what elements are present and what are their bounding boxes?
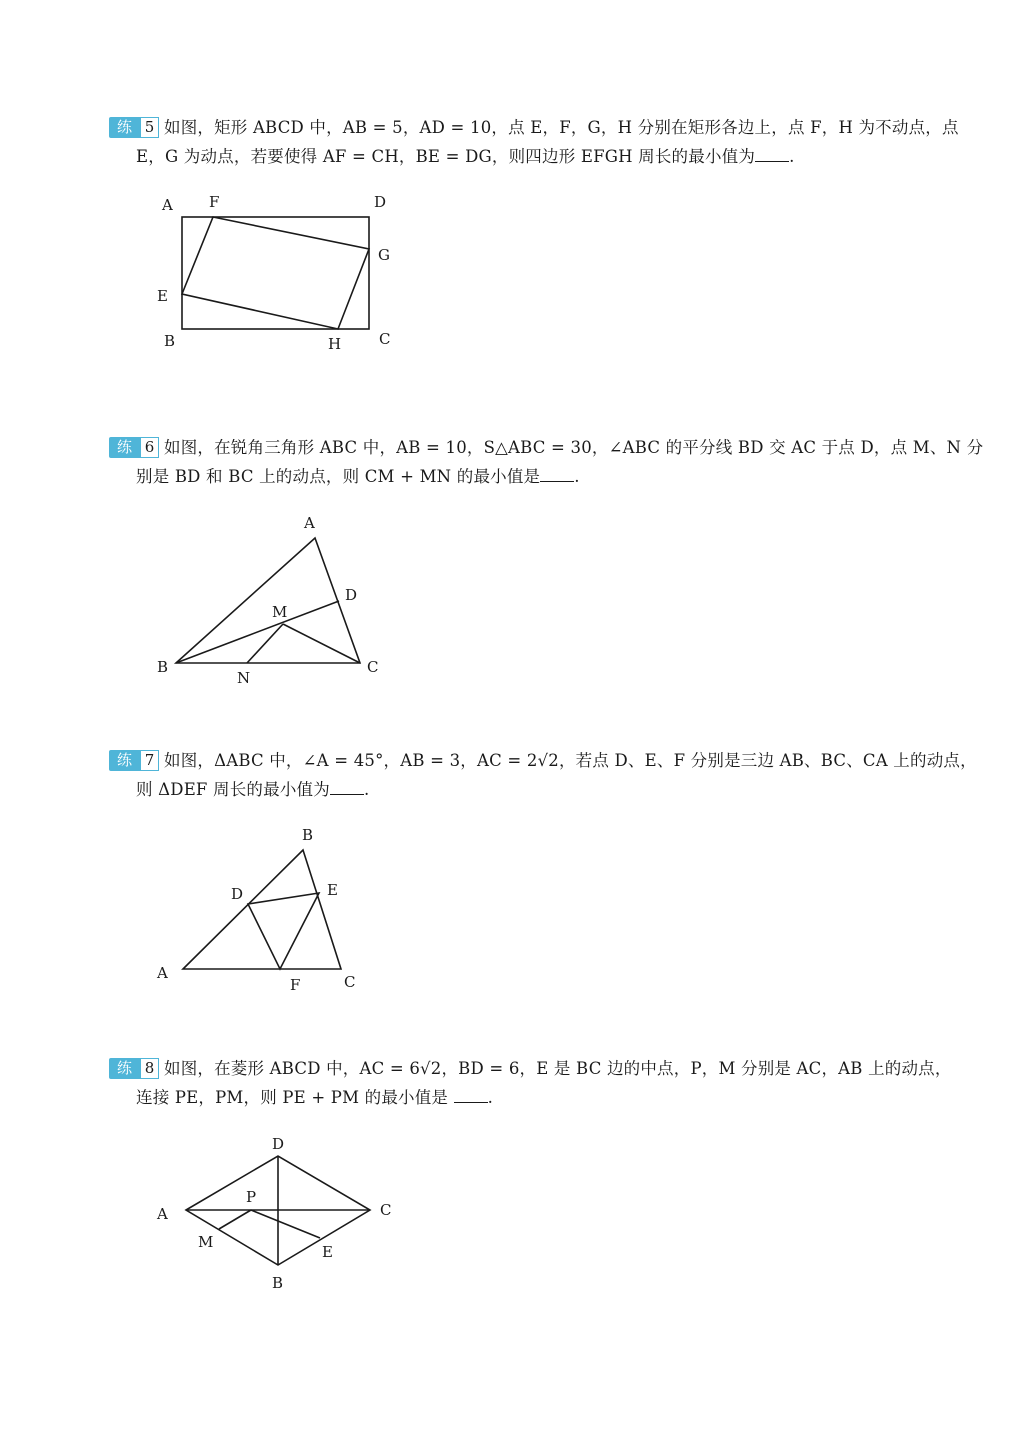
tag-label: 练 (109, 1058, 140, 1079)
tag-label: 练 (109, 437, 140, 458)
answer-blank (755, 145, 789, 162)
answer-blank (330, 778, 364, 795)
triangle-abc (176, 538, 360, 663)
label-d: D (231, 885, 244, 903)
label-b: B (272, 1274, 284, 1292)
label-b: B (164, 332, 176, 350)
period: . (487, 1088, 494, 1107)
label-b: B (302, 826, 314, 844)
figure-rhombus (150, 1130, 400, 1295)
figure-triangle-abc (150, 510, 390, 690)
problem-text-line-2 (136, 465, 580, 488)
problem-text: 则 ΔDEF 周长的最小值为 (136, 780, 330, 799)
figure-rectangle (150, 190, 410, 360)
rectangle-abcd (182, 217, 369, 329)
answer-blank (454, 1086, 488, 1103)
label-c: C (380, 1201, 392, 1219)
problem-text-line-1: 如图，在锐角三角形 ABC 中，AB = 10，S△ABC = 30，∠ABC 的平分线 BD 交 AC 于点 D，点 M、N 分 (164, 438, 984, 457)
label-a: A (162, 196, 173, 214)
label-c: C (344, 973, 356, 991)
problem-tag (109, 117, 159, 138)
label-f: F (209, 193, 220, 211)
problem-tag (109, 750, 159, 771)
label-d: D (374, 193, 387, 211)
triangle-def (248, 893, 319, 969)
label-c: C (379, 330, 391, 348)
label-m: M (198, 1233, 214, 1251)
problem-text: E，G 为动点，若要使得 AF = CH，BE = DG，则四边形 EFGH 周长的最小值为 (136, 147, 756, 166)
label-b: B (157, 658, 169, 676)
tag-label: 练 (109, 117, 140, 138)
problem-text-line-1: 如图，ΔABC 中，∠A = 45°，AB = 3，AC = 2√2，若点 D、E、F 分别是三边 AB、BC、CA 上的动点， (164, 751, 977, 770)
label-p: P (246, 1188, 257, 1206)
problem-text: 连接 PE，PM，则 PE + PM 的最小值是 (136, 1088, 454, 1107)
label-d: D (345, 586, 358, 604)
label-h: H (328, 335, 342, 353)
period: . (789, 147, 795, 166)
period: . (574, 467, 580, 486)
period: . (363, 780, 370, 799)
label-a: A (304, 514, 315, 532)
tag-number: 5 (140, 117, 159, 138)
label-a: A (157, 1205, 168, 1223)
label-m: M (272, 603, 288, 621)
tag-label: 练 (109, 750, 140, 771)
answer-blank (540, 465, 574, 482)
tag-number: 7 (140, 750, 159, 771)
problem-tag (109, 437, 159, 458)
segment-mp (219, 1210, 251, 1229)
problem-tag (109, 1058, 159, 1079)
label-f: F (290, 976, 301, 994)
label-a: A (157, 964, 168, 982)
problem-text-line-2 (136, 778, 369, 801)
bisector-bd (176, 601, 339, 663)
problem-text-line-2 (136, 1086, 493, 1109)
figure-triangle-def (150, 825, 390, 995)
label-e: E (327, 881, 338, 899)
problem-text-line-1: 如图，矩形 ABCD 中，AB = 5，AD = 10，点 E，F，G，H 分别在矩形各边上，点 F，H 为不动点，点 (164, 118, 959, 137)
label-d: D (272, 1135, 285, 1153)
tag-number: 6 (140, 437, 159, 458)
label-e: E (322, 1243, 333, 1261)
label-n: N (237, 669, 251, 687)
label-g: G (378, 246, 390, 264)
problem-text: 别是 BD 和 BC 上的动点，则 CM + MN 的最小值是 (136, 467, 541, 486)
quadrilateral-efgh (182, 217, 369, 329)
problem-text-line-2 (136, 145, 795, 168)
segment-pe (251, 1210, 320, 1238)
label-c: C (367, 658, 379, 676)
tag-number: 8 (140, 1058, 159, 1079)
problem-text-line-1: 如图，在菱形 ABCD 中，AC = 6√2，BD = 6，E 是 BC 边的中点，P，M 分别是 AC，AB 上的动点， (164, 1059, 952, 1078)
triangle-abc (183, 850, 341, 969)
label-e: E (157, 287, 168, 305)
